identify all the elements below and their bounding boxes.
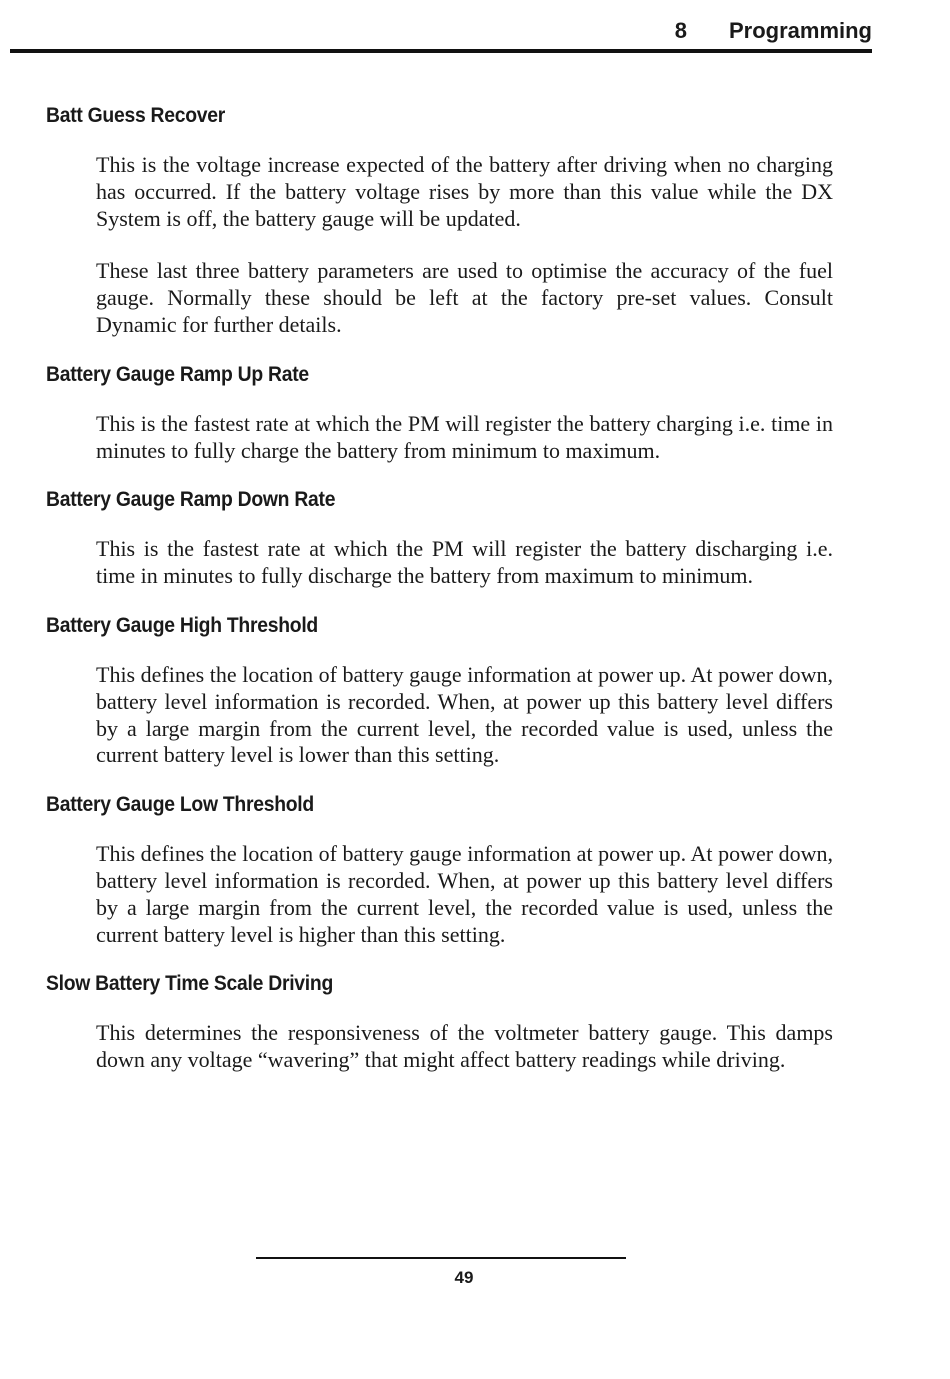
section-heading: Battery Gauge High Threshold bbox=[46, 612, 318, 637]
section-heading: Battery Gauge Low Threshold bbox=[46, 792, 314, 817]
footer-rule bbox=[256, 1257, 626, 1259]
section-heading: Battery Gauge Ramp Down Rate bbox=[46, 487, 336, 512]
section-battery-gauge-low-threshold bbox=[0, 789, 950, 948]
paragraph: This is the fastest rate at which the PM will register the battery discharging i.e. time in minutes to fully discharge the battery from maximum to minimum. bbox=[96, 536, 833, 589]
paragraph: This is the voltage increase expected of the battery after driving when no charging has occurred. If the battery voltage rises by more than this value while the DX System is off, the battery gauge will be updated. bbox=[96, 152, 833, 231]
chapter-title: Programming bbox=[728, 18, 872, 43]
section-slow-battery-time-scale-driving bbox=[0, 968, 950, 1074]
section-battery-gauge-high-threshold bbox=[0, 610, 950, 769]
running-header bbox=[0, 18, 872, 44]
paragraph: These last three battery parameters are used to optimise the accuracy of the fuel gauge. Normally these should be left at the factory pre-set values. Consult Dynamic for further details. bbox=[96, 258, 833, 337]
section-heading: Battery Gauge Ramp Up Rate bbox=[46, 361, 309, 386]
paragraph: This defines the location of battery gauge information at power up. At power down, battery level information is recorded. When, at power up this battery level differs by a large margin from the current level, the recorded value is used, unless the current battery level is higher than this setting. bbox=[96, 841, 833, 947]
page-body bbox=[0, 100, 950, 1094]
section-heading: Slow Battery Time Scale Driving bbox=[46, 971, 334, 996]
page-number: 49 bbox=[454, 1268, 474, 1287]
paragraph: This defines the location of battery gauge information at power up. At power down, battery level information is recorded. When, at power up this battery level differs by a large margin from the current level, the recorded value is used, unless the current battery level is lower than this setting. bbox=[96, 661, 833, 768]
section-battery-gauge-ramp-up-rate bbox=[0, 359, 950, 465]
chapter-number: 8 bbox=[674, 18, 687, 43]
paragraph: This is the fastest rate at which the PM will register the battery charging i.e. time in minutes to fully charge the battery from minimum to maximum. bbox=[96, 410, 833, 463]
header-rule bbox=[10, 49, 872, 53]
section-heading: Batt Guess Recover bbox=[46, 103, 226, 127]
section-battery-gauge-ramp-down-rate bbox=[0, 484, 950, 590]
section-batt-guess-recover bbox=[0, 100, 950, 339]
paragraph: This determines the responsiveness of the voltmeter battery gauge. This damps down any voltage “wavering” that might affect battery readings while driving. bbox=[96, 1020, 833, 1073]
